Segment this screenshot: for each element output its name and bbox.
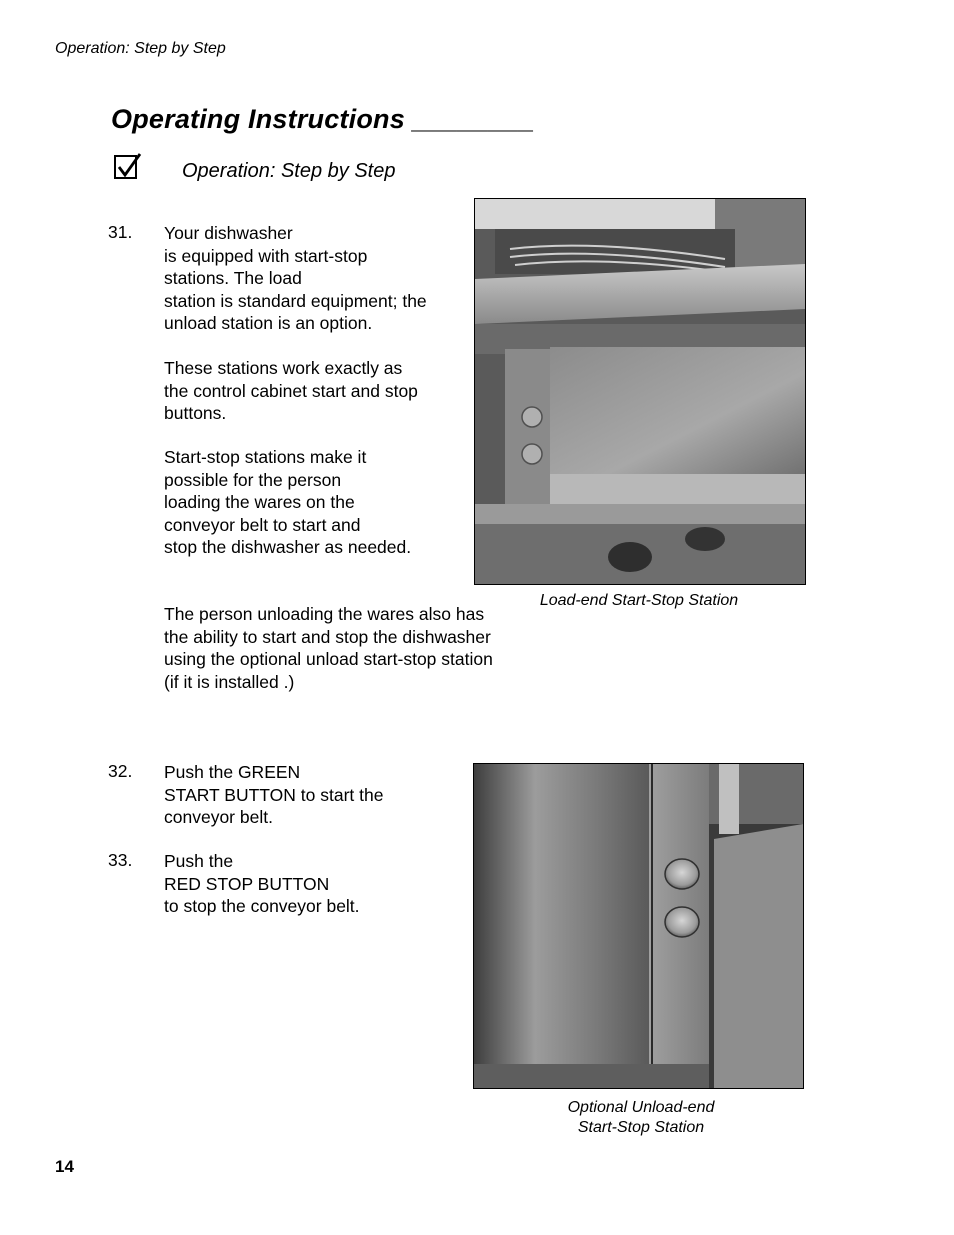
step-31-paragraph-4 (164, 603, 493, 693)
text-line: station is standard equipment; the (164, 290, 427, 311)
step-31-paragraph-2 (164, 357, 418, 425)
text-line: conveyor belt. (164, 807, 273, 828)
photo-unload-end-station (473, 763, 804, 1089)
step-number-32: 32. (108, 761, 133, 781)
caption-line: Load-end Start-Stop Station (539, 592, 739, 609)
text-line: Push the GREEN (164, 762, 301, 782)
text-line: Push the (164, 851, 234, 871)
unload-end-station-illustration (474, 764, 803, 1088)
caption-line: Start-Stop Station (577, 1119, 705, 1136)
text-line: (if it is installed .) (164, 671, 295, 692)
figure-caption-unload-end (476, 1098, 806, 1138)
photo-load-end-station (474, 198, 806, 585)
figure-caption-load-end (474, 591, 804, 611)
section-subtitle: Operation: Step by Step (182, 160, 396, 182)
text-line: stations. The load (164, 268, 302, 289)
text-line: RED STOP BUTTON (164, 873, 330, 894)
text-line: These stations work exactly as (164, 358, 403, 378)
text-line: the ability to start and stop the dishwasher (164, 626, 491, 647)
checked-box-icon (113, 152, 143, 182)
text-line: is equipped with start-stop (164, 245, 368, 266)
load-end-station-illustration (475, 199, 805, 584)
step-33-paragraph (164, 850, 360, 918)
step-31-paragraph-3 (164, 446, 411, 559)
page-number: 14 (55, 1157, 74, 1176)
caption-line: Optional Unload-end (567, 1099, 715, 1116)
text-line: unload station is an option. (164, 313, 373, 334)
page-title: Operating Instructions ________ (111, 104, 535, 134)
text-line: conveyor belt to start and (164, 514, 361, 535)
text-line: START BUTTON to start the (164, 784, 384, 805)
step-32-paragraph (164, 761, 383, 829)
text-line: The person unloading the wares also has (164, 604, 485, 624)
text-line: stop the dishwasher as needed. (164, 537, 412, 558)
text-line: the control cabinet start and stop (164, 380, 418, 401)
text-line: possible for the person (164, 469, 342, 490)
text-line: Start-stop stations make it (164, 447, 367, 467)
text-line: Your dishwasher (164, 223, 293, 243)
step-number-31: 31. (108, 222, 133, 242)
running-header: Operation: Step by Step (55, 40, 226, 57)
text-line: loading the wares on the (164, 492, 355, 513)
text-line: buttons. (164, 403, 227, 424)
step-31-paragraph-1 (164, 222, 427, 335)
text-line: to stop the conveyor belt. (164, 896, 360, 917)
text-line: using the optional unload start-stop station (164, 649, 493, 670)
step-number-33: 33. (108, 850, 133, 870)
